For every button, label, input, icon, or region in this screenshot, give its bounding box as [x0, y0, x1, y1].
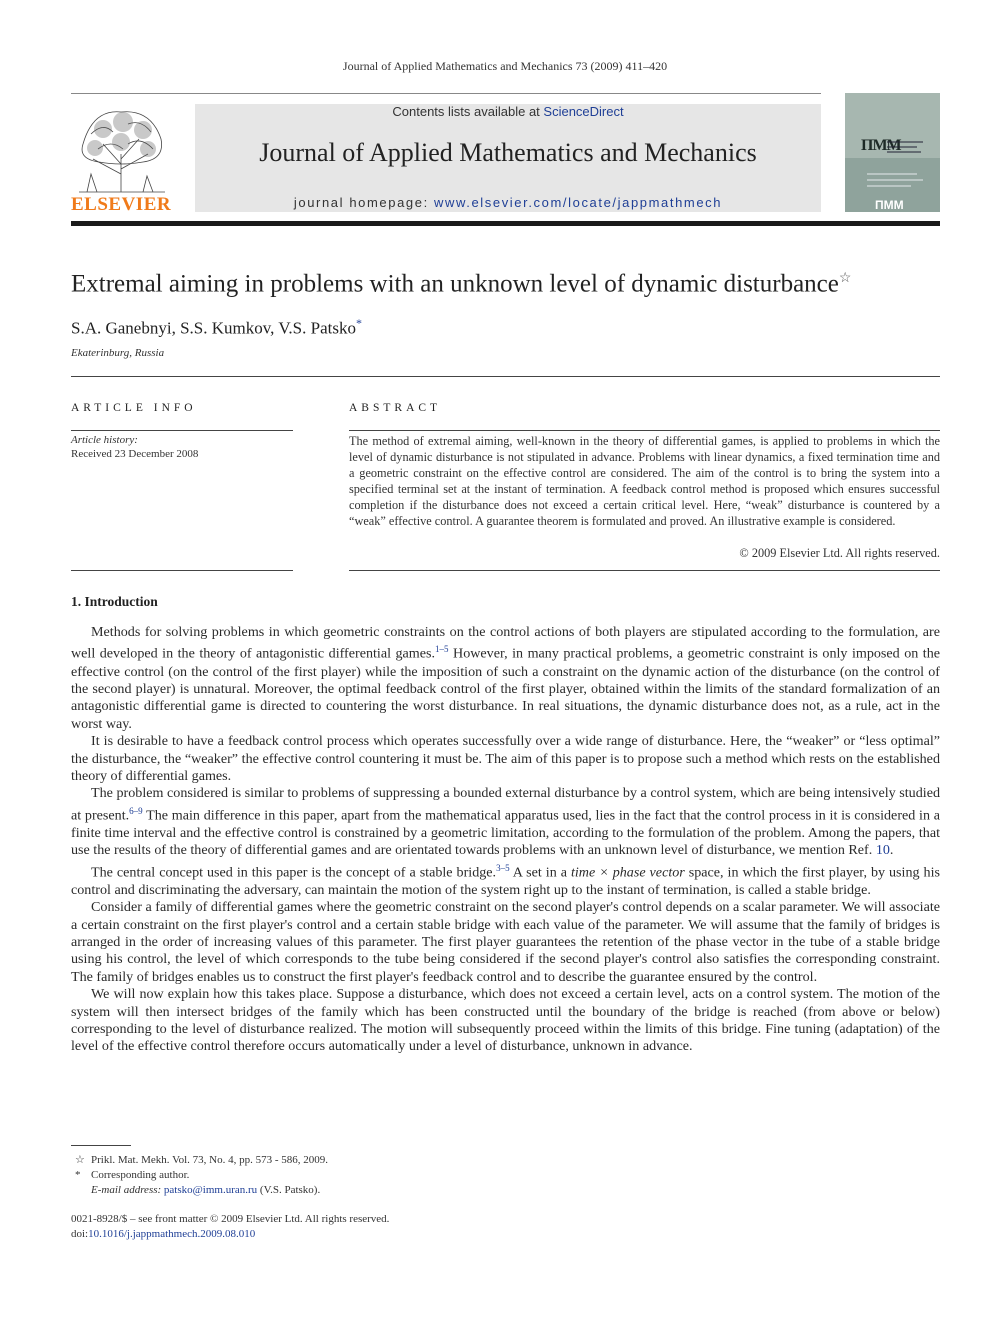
sciencedirect-link[interactable]: ScienceDirect [543, 104, 624, 119]
cover-title: ПММ [861, 137, 901, 154]
email-label: E-mail address: [91, 1184, 164, 1196]
tree-logo-icon [73, 104, 169, 194]
publisher-name: ELSEVIER [71, 194, 172, 215]
article-info-heading: ARTICLE INFO [71, 402, 197, 414]
footnotes [71, 1153, 671, 1198]
issn-line: 0021-8928/$ – see front matter © 2009 Elsevier Ltd. All rights reserved. [71, 1213, 390, 1225]
contents-line [195, 104, 821, 119]
footnote-rule [71, 1145, 131, 1146]
footnote-star-mark: ☆ [75, 1154, 85, 1166]
doi-link[interactable]: 10.1016/j.jappmathmech.2009.08.010 [88, 1228, 256, 1240]
p4-mid: A set in a [509, 864, 571, 881]
p3-text: The problem considered is similar to problems of suppressing a bounded external disturbance by a control system, which are being intensively studied at present. [71, 785, 940, 824]
p3-end: . [889, 842, 894, 859]
footnote-corresponding [71, 1168, 671, 1183]
received-date: Received 23 December 2008 [71, 448, 199, 460]
intro-paragraph-3 [71, 785, 940, 859]
p4-emphasis: time × phase vector [570, 864, 685, 881]
section-heading-introduction: 1. Introduction [71, 594, 158, 609]
article-info-rule-bottom [71, 570, 293, 571]
contents-prefix: Contents lists available at [392, 104, 544, 119]
issn-block [71, 1212, 389, 1242]
cover-bottom-title: ПММ [875, 198, 904, 212]
running-head: Journal of Applied Mathematics and Mechanics 73 (2009) 411–420 [342, 59, 668, 73]
article-title-text: Extremal aiming in problems with an unknown level of dynamic disturbance [71, 270, 839, 298]
footnote-source-text: Prikl. Mat. Mekh. Vol. 73, No. 4, pp. 573 - 586, 2009. [91, 1154, 329, 1166]
homepage-link[interactable]: www.elsevier.com/locate/jappmathmech [434, 195, 723, 210]
affiliation: Ekaterinburg, Russia [71, 347, 165, 359]
article-history-label: Article history: [71, 434, 138, 446]
ref-6-9[interactable]: 6–9 [129, 805, 143, 816]
footnote-corresponding-text: Corresponding author. [91, 1169, 190, 1181]
cover-text-lines-icon [887, 139, 927, 157]
ref-1-5[interactable]: 1–5 [435, 644, 449, 655]
ref-10[interactable]: 10 [875, 842, 890, 859]
homepage-line [195, 195, 821, 210]
affiliation-rule [71, 376, 940, 377]
p1-rest: However, in many practical problems, a geometric constraint is only imposed on the effective control (on the control of the first player) while the imposition of such a constraint on the dynamic action of the disturbance (on the control of the second player) is unnatural. Moreover, the optimal feedback control of the first player, obtained within the limits of the standard formalization of an antagonistic differential game is directed to countering the worst disturbance. In real situations, the dynamic disturbance does not, as a rule, act in the worst way. [71, 646, 940, 732]
masthead-thick-rule [71, 221, 940, 226]
journal-title: Journal of Applied Mathematics and Mechanics [259, 138, 757, 167]
email-link[interactable]: patsko@imm.uran.ru [163, 1184, 258, 1196]
abstract-heading: ABSTRACT [349, 402, 442, 414]
intro-paragraph-4 [71, 860, 940, 900]
cover-russian-lines-icon [867, 171, 927, 191]
footnote-asterisk-mark: * [75, 1169, 81, 1181]
corresponding-author-mark[interactable]: * [355, 316, 362, 330]
article-title [71, 270, 851, 298]
p1-text: Methods for solving problems in which geometric constraints on the control actions of both players are stipulated according to the formulation, are well developed in the theory of antagonistic differential games. [71, 624, 940, 663]
elsevier-logo[interactable] [71, 104, 171, 216]
intro-paragraph-6: We will now explain how this takes place. Suppose a disturbance, which does not exceed a certain level, acts on a control system. The motion of the system will then intersect bridges of the family which has been constructed until the boundary of the bridge is reached (from above or below) corresponding to the level of disturbance realized. The motion will subsequently proceed within the limits of this bridge. Fine tuning (adaptation) of the level of the effective control therefore occurs automatically under a level of disturbance, unknown in advance. [71, 986, 940, 1055]
cover-subtitle-lines [887, 139, 937, 158]
ref-3-5[interactable]: 3–5 [496, 862, 510, 873]
author-list: S.A. Ganebnyi, S.S. Kumkov, V.S. Patsko [71, 318, 356, 338]
abstract-rule-bottom [349, 570, 940, 571]
cover-russian-lines [867, 171, 927, 192]
introduction-body [71, 624, 940, 1056]
intro-paragraph-5: Consider a family of differential games where the geometric constraint on the second player's control depends on a scalar parameter. We will associate a certain constraint on the first player's control and a certain stable bridge with each value of the parameter. We will assume that the family of bridges is arranged in the order of increasing values of this parameter. The first player guarantees the retention of the phase vector in the tube of a stable bridge using his control, the level of which corresponds to the tube being considered if the second player's control also satisfies the corresponding constraint. The family of bridges enables us to construct the first player's feedback control and to describe the guarantee ensured by the control. [71, 899, 940, 985]
title-footnote-mark[interactable]: ☆ [838, 271, 852, 286]
journal-cover-thumbnail[interactable] [845, 93, 940, 212]
intro-paragraph-2: It is desirable to have a feedback control process which operates successfully over a wide range of disturbance. Here, the “weaker” or “less optimal” the disturbance, the “weaker” the effective control countering it must be. The aim of this paper is to propose such a method which rests on the established theory of differential games. [71, 733, 940, 784]
doi-line [71, 1227, 389, 1242]
abstract-text: The method of extremal aiming, well-known in the theory of differential games, is applied to problems in which the level of dynamic disturbance is not stipulated in advance. Problems with linear dynamics, a fixed termination time and a geometric constraint on the effective control are considered. The aim of the control is to bring the system into a specified terminal set at the instant of termination. A feedback control method is proposed which ensures successful completion if the disturbance does not exceed a certain critical level. Here, “weak” disturbance is countered by a “weak” effective control. A guarantee theorem is formulated and proved. An illustrative example is considered. [349, 434, 940, 528]
abstract-rule-top [349, 430, 940, 431]
abstract-copyright: © 2009 Elsevier Ltd. All rights reserved. [739, 546, 940, 560]
p4-text: The central concept used in this paper is the concept of a stable bridge. [91, 864, 497, 881]
footnote-source [71, 1153, 671, 1168]
authors [71, 316, 362, 339]
header-rule [71, 93, 821, 94]
email-author: (V.S. Patsko). [257, 1184, 321, 1196]
footnote-email [71, 1183, 671, 1198]
intro-paragraph-1 [71, 624, 940, 733]
p3-rest: The main difference in this paper, apart from the mathematical apparatus used, lies in the fact that the control process in it is considered in a finite time interval and the effective control is constrained by a geometric limitation, according to the formulation of the problem. Among the papers, that use the results of the theory of differential games and are orientated towards problems with an unknown level of disturbance, we mention Ref. [71, 807, 941, 859]
doi-label: doi: [71, 1228, 89, 1240]
article-info-rule-top [71, 430, 293, 431]
homepage-prefix: journal homepage: [293, 195, 434, 210]
p4-rest: space, in which the first player, by using his control and discriminating the adversary, can maintain the motion of the system right up to the instant of termination, is called a stable bridge. [71, 864, 940, 898]
